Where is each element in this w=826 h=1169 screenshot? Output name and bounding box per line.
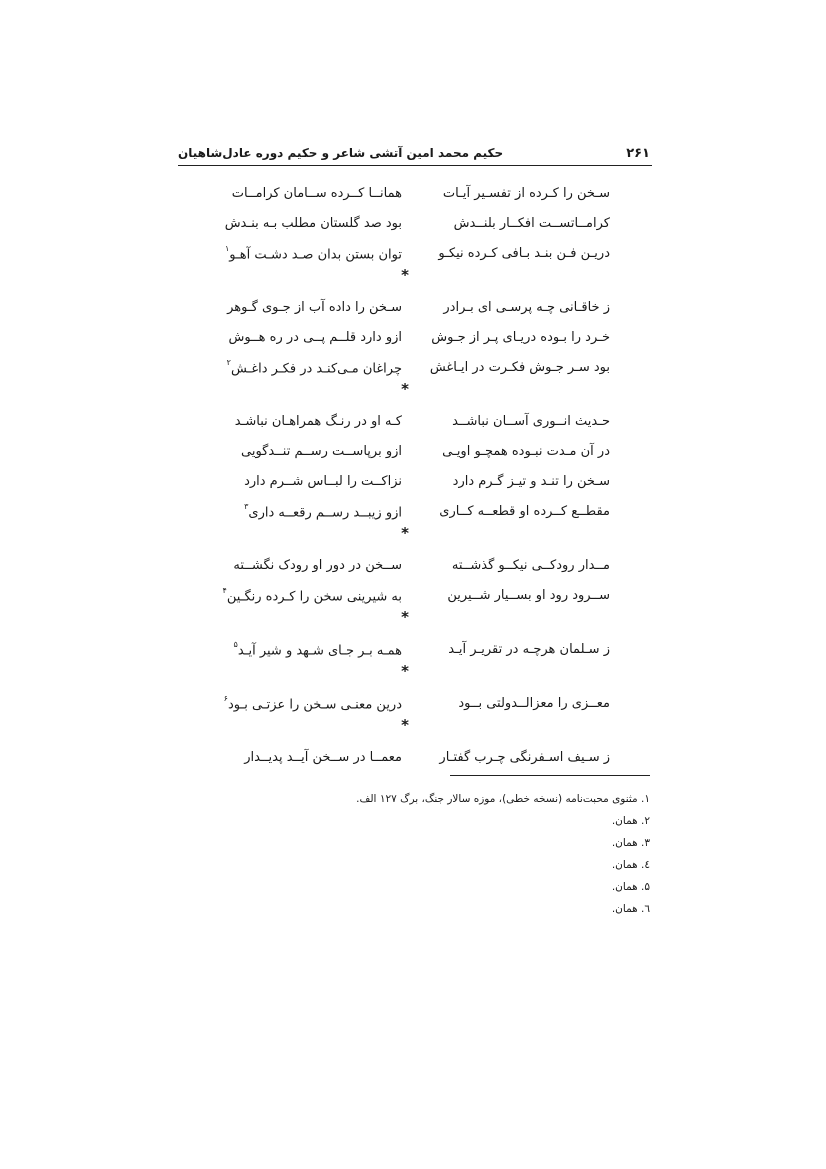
first-hemistich: ســرود رود او بســیار شــیرین [447, 588, 610, 603]
stanza [200, 408, 610, 542]
footnotes [300, 788, 650, 920]
first-hemistich: مقطــع کــرده او قطعــه کــاری [439, 504, 610, 519]
hemistich-text: بود صد گلستان مطلب بـه بنـدش [224, 216, 402, 231]
stanza-separator: * [401, 266, 409, 284]
second-hemistich [225, 246, 402, 262]
first-hemistich: در آن مـدت نبـوده همچـو اویـی [442, 444, 610, 459]
running-header [178, 144, 652, 166]
hemistich-text: کـه او در رنـگ همراهـان نباشـد [234, 414, 402, 429]
second-hemistich [235, 414, 402, 429]
stanza-separator: * [401, 716, 409, 734]
stanza [200, 294, 610, 398]
second-hemistich [234, 642, 402, 658]
hemistich-text: درین معنـی سـخن را عزتـی بـود [227, 697, 402, 713]
stanza-separator: * [401, 662, 409, 680]
hemistich-text: ســخن در دور او رودک نگشــته [233, 558, 402, 573]
hemistich-text: همانــا کــرده ســامان کرامــات [231, 186, 402, 201]
first-hemistich: ز سـلمان هرچـه در تقریـر آیـد [448, 642, 610, 657]
footnote-marker: ۵ [233, 640, 238, 649]
bayt-line [200, 690, 610, 720]
first-hemistich: معــزی را معزالــدولتی بــود [458, 696, 610, 711]
hemistich-text: ازو زیبــد رســم رقعــه داری [248, 505, 402, 521]
first-hemistich: خـرد را بـوده دریـای پـر از جـوش [431, 330, 610, 345]
footnote-item: ۳. همان. [611, 837, 650, 849]
second-hemistich [224, 696, 402, 712]
hemistich-text: نزاکــت را لبــاس شــرم دارد [244, 474, 402, 489]
poem-body [200, 180, 610, 774]
bayt-line [200, 210, 610, 240]
hemistich-text: ازو دارد قلــم پــی در ره هــوش [228, 330, 402, 345]
hemistich-text: همـه بـر جـای شـهد و شیر آیـد [237, 643, 402, 659]
bayt-line [200, 324, 610, 354]
hemistich-text: ازو برپاســت رســم تنــدگویی [241, 444, 402, 459]
footnote-rule [450, 775, 650, 776]
hemistich-text: توان بستن بدان صـد دشـت آهـو [229, 247, 402, 263]
hemistich-text: سـخن را داده آب از جـوی گـوهر [227, 300, 402, 315]
bayt-line [200, 240, 610, 270]
first-hemistich: ز خاقـانی چـه پرسـی ای بـرادر [443, 300, 610, 315]
bayt-line [200, 552, 610, 582]
page-number: ۲۶۱ [626, 146, 650, 161]
first-hemistich: سـخن را کـرده از تفسـیر آیـات [442, 186, 610, 201]
second-hemistich [244, 750, 402, 765]
footnote-marker: ۲ [226, 358, 231, 367]
second-hemistich [244, 474, 402, 489]
first-hemistich: کرامــاتســت افکــار بلنــدش [453, 216, 610, 231]
second-hemistich [228, 330, 402, 345]
footnote-item: ۵. همان. [611, 881, 650, 893]
footnote-marker: ۳ [244, 502, 249, 511]
bayt-line [200, 582, 610, 612]
stanza [200, 690, 610, 734]
second-hemistich [241, 444, 402, 459]
footnote-marker: ۶ [223, 694, 228, 703]
second-hemistich [233, 558, 402, 573]
bayt-line [200, 468, 610, 498]
second-hemistich [223, 588, 402, 604]
running-title: حکیم محمد امین آتشی شاعر و حکیم دوره عادل‌شاهیان [178, 146, 504, 160]
first-hemistich: بود سـر جـوش فکـرت در ایـاغش [429, 360, 610, 375]
first-hemistich: حـدیث انــوری آســان نباشــد [452, 414, 610, 429]
first-hemistich: دریـن فـن بنـد بـافی کـرده نیکـو [438, 246, 610, 261]
hemistich-text: چراغان مـی‌کنـد در فکـر داغـش [230, 361, 402, 377]
second-hemistich [227, 360, 402, 376]
stanza [200, 636, 610, 680]
stanza-separator: * [401, 380, 409, 398]
stanza-separator: * [401, 524, 409, 542]
bayt-line [200, 294, 610, 324]
bayt-line [200, 744, 610, 774]
first-hemistich: مــدار رودکــی نیکــو گذشــته [451, 558, 610, 573]
stanza-separator: * [401, 608, 409, 626]
footnote-item: ۱. مثنوی محبت‌نامه (نسخه خطی)، موزه سالار جنگ، برگ ۱۲۷ الف. [356, 793, 650, 805]
second-hemistich [227, 300, 402, 315]
bayt-line [200, 438, 610, 468]
second-hemistich [244, 504, 402, 520]
second-hemistich [225, 216, 402, 231]
bayt-line [200, 180, 610, 210]
bayt-line [200, 354, 610, 384]
first-hemistich: سـخن را تنـد و تیـز گـرم دارد [452, 474, 610, 489]
header-rule [178, 165, 652, 166]
stanza [200, 744, 610, 774]
footnote-item: ٤. همان. [611, 859, 650, 871]
hemistich-text: به شیرینی سخن را کـرده رنگـین [226, 589, 402, 605]
footnote-item: ۲. همان. [611, 815, 650, 827]
stanza [200, 552, 610, 626]
bayt-line [200, 636, 610, 666]
footnote-marker: ۱ [224, 244, 230, 253]
bayt-line [200, 498, 610, 528]
bayt-line [200, 408, 610, 438]
second-hemistich [232, 186, 402, 201]
stanza [200, 180, 610, 284]
hemistich-text: معمــا در ســخن آیــد پدیــدار [244, 750, 402, 765]
footnote-item: ٦. همان. [611, 903, 650, 915]
footnote-marker: ۴ [222, 586, 227, 595]
first-hemistich: ز سـیف اسـفرنگی چـرب گفتـار [439, 750, 610, 765]
